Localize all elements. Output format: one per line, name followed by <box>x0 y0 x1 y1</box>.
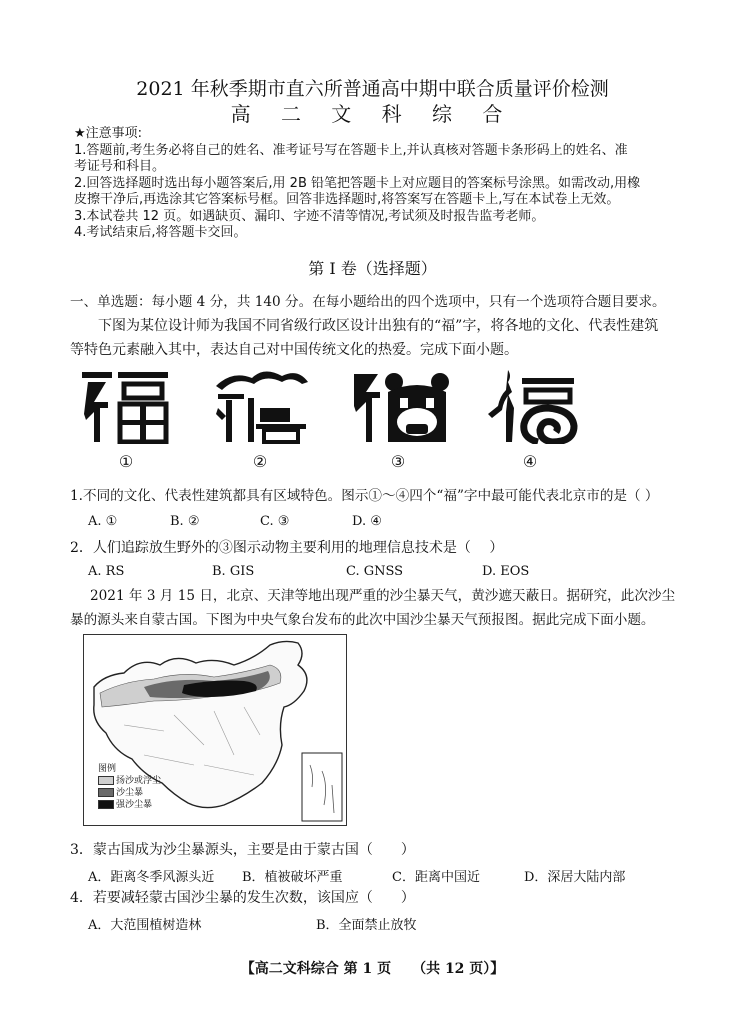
q1-option-b[interactable]: B. ② <box>170 514 200 529</box>
question-4 <box>70 886 690 910</box>
question-2 <box>70 536 690 560</box>
fu-image-4 <box>482 368 578 471</box>
notes-line: 考证号和科目。 <box>74 159 166 174</box>
q3-options <box>88 866 625 885</box>
q2-stem: 2．人们追踪放生野外的③图示动物主要利用的地理信息技术是（ ） <box>70 540 504 556</box>
q2-option-b[interactable]: B. GIS <box>212 564 255 579</box>
q1-option-d[interactable]: D. ④ <box>352 514 382 529</box>
fu-image-3 <box>350 368 446 471</box>
fu-dancer-icon <box>482 368 582 444</box>
q3-option-c[interactable]: C．距离中国近 <box>392 870 480 885</box>
fu-label: ③ <box>390 452 406 471</box>
map-legend <box>98 763 161 811</box>
notes-line: 3.本试卷共 12 页。如遇缺页、漏印、字迹不清等情况,考试须及时报告监考老师。 <box>74 208 545 224</box>
fu-image-1 <box>78 368 174 471</box>
notes-line: 皮擦干净后,再选涂其它答案标号框。回答非选择题时,将答案写在答题卡上,写在本试卷上无效。 <box>74 192 620 207</box>
q4-option-b[interactable]: B．全面禁止放牧 <box>316 918 417 933</box>
question-1 <box>70 484 690 508</box>
q1-option-c[interactable]: C. ③ <box>260 514 290 529</box>
fu-panda-icon <box>350 368 450 444</box>
q1-options <box>88 514 382 529</box>
legend-item-strong: 强沙尘暴 <box>98 799 161 811</box>
fu-label: ① <box>118 452 134 471</box>
legend-title: 图例 <box>98 764 117 774</box>
fu-label: ④ <box>522 452 538 471</box>
fu-character-row <box>78 368 590 476</box>
q2-options <box>88 564 529 579</box>
exam-subtitle: 高 二 文 科 综 合 <box>230 102 515 126</box>
q3-option-a[interactable]: A．距离冬季风源头近 <box>88 870 215 885</box>
legend-item-storm: 沙尘暴 <box>98 787 161 799</box>
fu-label: ② <box>252 452 268 471</box>
notes-line: 1.答题前,考生务必将自己的姓名、准考证号写在答题卡上,并认真核对答题卡条形码上的姓名、准 <box>74 142 628 158</box>
fu-building-icon <box>212 368 312 444</box>
notes-line: 4.考试结束后,将答题卡交回。 <box>74 225 247 240</box>
q3-option-d[interactable]: D．深居大陆内部 <box>524 870 626 885</box>
notes-line: 2.回答选择题时选出每小题答案后,用 2B 铅笔把答题卡上对应题目的答案标号涂黑。如需改动,用橡 <box>74 175 641 191</box>
section-title: 第 I 卷（选择题） <box>308 259 437 278</box>
fu-gate-icon <box>80 368 172 444</box>
q2-option-a[interactable]: A. RS <box>88 564 125 579</box>
notes-block <box>74 126 680 242</box>
q2-option-d[interactable]: D. EOS <box>482 564 530 579</box>
exam-title: 2021 年秋季期市直六所普通高中期中联合质量评价检测 <box>136 78 609 100</box>
q1-stem: 1.不同的文化、代表性建筑都具有区域特色。图示①～④四个“福”字中最可能代表北京市的是（ ） <box>70 488 659 504</box>
q3-stem: 3．蒙古国成为沙尘暴源头，主要是由于蒙古国（ ） <box>70 842 415 858</box>
page-footer: 【高二文科综合 第 1 页 （共 12 页）】 <box>240 961 505 977</box>
notes-heading: ★注意事项: <box>74 126 143 141</box>
q4-option-a[interactable]: A．大范围植树造林 <box>88 918 202 933</box>
q2-option-c[interactable]: C. GNSS <box>346 564 404 579</box>
passage2-line2: 暴的源头来自蒙古国。下图为中央气象台发布的此次中国沙尘暴天气预报图。据此完成下面小题。 <box>70 612 655 628</box>
q4-options <box>88 914 417 933</box>
passage2-line1: 2021 年 3 月 15 日，北京、天津等地出现严重的沙尘暴天气，黄沙遮天蔽日。据研究，此次沙尘 <box>90 588 676 604</box>
passage1-line1: 下图为某位设计师为我国不同省级行政区设计出独有的“福”字，将各地的文化、代表性建筑 <box>98 318 659 334</box>
passage-1 <box>70 290 690 362</box>
fu-image-2 <box>212 368 308 471</box>
section-instruction: 一、单选题：每小题 4 分，共 140 分。在每小题给出的四个选项中，只有一个选项符合题目要求。 <box>70 294 666 310</box>
passage1-line2: 等特色元素融入其中，表达自己对中国传统文化的热爱。完成下面小题。 <box>70 342 518 358</box>
passage-2 <box>70 584 690 632</box>
q4-stem: 4．若要减轻蒙古国沙尘暴的发生次数，该国应（ ） <box>70 890 415 906</box>
q1-option-a[interactable]: A. ① <box>88 514 118 529</box>
legend-item-dust: 扬沙或浮尘 <box>98 775 161 787</box>
q3-option-b[interactable]: B．植被破坏严重 <box>242 870 343 885</box>
question-3 <box>70 838 690 862</box>
sandstorm-forecast-map <box>83 634 347 826</box>
